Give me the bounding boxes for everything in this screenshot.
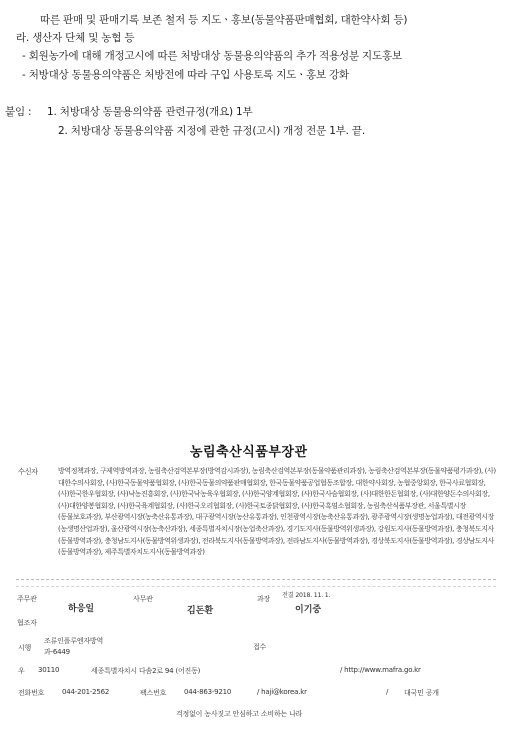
assistant-signature: 김돈환: [187, 606, 214, 616]
body-line-4: - 처방대상 동물용의약품은 처방전에 따라 구입 사용토록 지도ㆍ홍보 강화: [22, 69, 349, 81]
recipient-list: 방역정책과장, 구제역방역과장, 농림축산검역본부장(방역감시과장), 농림축산검역본부장(동물약품관리과장), 농림축산검역본부장(동물약품평가과장), (사)대한수의사회장, (사)한국동물약품협회장, (사)한국동물의약품판매협회장, 한국동물약품공업협동조합장, 대한약사회장, 농협중앙회장, 한국사료협회장, (사)한국한우협회장, (사)낙농진흥회장, (사)한국낙농육우협회장, (사)한국양계협회장, (사)한국사슴협회장, (사)대한한돈협회장, (사)대한양돈수의사회장, (사)대한양봉협회장, (사)한국육계협회장, (사)한국오리협회장, (사)한국토종닭협회장, (사)한국흑염소협회장, 농림축산식품부장관, 서울특별시장(동물보호과장), 부산광역시장(농축산유통과장), 대구광역시장(농산유통과장), 인천광역시장(농축산유통과장), 광주광역시장(생명농업과장), 대전광역시장(농생명산업과장), 울산광역시장(농축산과장), 세종특별자치시장(농업축산과장), 경기도지사(동물방역위생과장), 강원도지사(동물방역과장), 충청북도지사(동물방역과장), 충청남도지사(동물방역위생과장), 전라북도지사(동물방역과장), 전라남도지사(동물방역과장), 경상북도지사(동물방역과장), 경상남도지사(동물방역과장), 제주특별자치도지사(동물방역과장): [58, 467, 496, 557]
slogan: 걱정없이 농사짓고 안심하고 소비하는 나라: [176, 710, 303, 718]
attachment-item-1: 1. 처방대상 동물용의약품 관련규정(개요) 1부: [47, 106, 253, 118]
execution-number: 조류인플루엔자방역과-6449: [44, 637, 104, 656]
officer-label: 주무관: [17, 595, 37, 603]
fax-number: 044-863-9210: [184, 688, 232, 696]
decision-date: 전결 2018. 11. 1.: [282, 592, 331, 599]
phone-number: 044-201-2562: [62, 688, 110, 696]
address: 세종특별자치시 다솜2로 94 (어진동): [91, 667, 201, 675]
officer-signature: 하응일: [68, 604, 95, 614]
head-signature: 이기중: [295, 605, 322, 615]
postal-label: 우: [18, 667, 25, 675]
email: / haji@korea.kr: [257, 688, 307, 696]
cooperator-label: 협조자: [17, 619, 37, 627]
execution-label: 시행: [18, 644, 32, 652]
body-line-1: 따른 판매 및 판매기록 보존 철저 등 지도ㆍ홍보(동물약품판매협회, 대한약사회 등): [40, 14, 408, 26]
issuer-title: 농림축산식품부장관: [190, 445, 308, 460]
recipient-label: 수신자: [18, 467, 38, 476]
attachment-label: 붙임 :: [5, 106, 32, 118]
attachment-item-2: 2. 처방대상 동물용의약품 지정에 관한 규정(고시) 개정 전문 1부. 끝.: [58, 125, 365, 137]
disclosure-status: 대국민 공개: [404, 689, 439, 697]
head-label: 과장: [257, 595, 271, 603]
divider-2: [16, 586, 496, 587]
divider-1: [16, 579, 496, 580]
assistant-label: 사무관: [133, 595, 153, 603]
postal-code: 30110: [38, 666, 60, 674]
separator-slash: /: [386, 688, 389, 696]
body-line-2: 라. 생산자 단체 및 농협 등: [16, 32, 135, 44]
body-line-3: - 회원농가에 대해 개정고시에 따른 처방대상 동물용의약품의 추가 적용성분 지도홍보: [22, 50, 402, 62]
receipt-label: 접수: [253, 643, 267, 651]
phone-label: 전화번호: [18, 689, 45, 697]
website: / http://www.mafra.go.kr: [340, 666, 421, 674]
fax-label: 팩스번호: [140, 689, 167, 697]
